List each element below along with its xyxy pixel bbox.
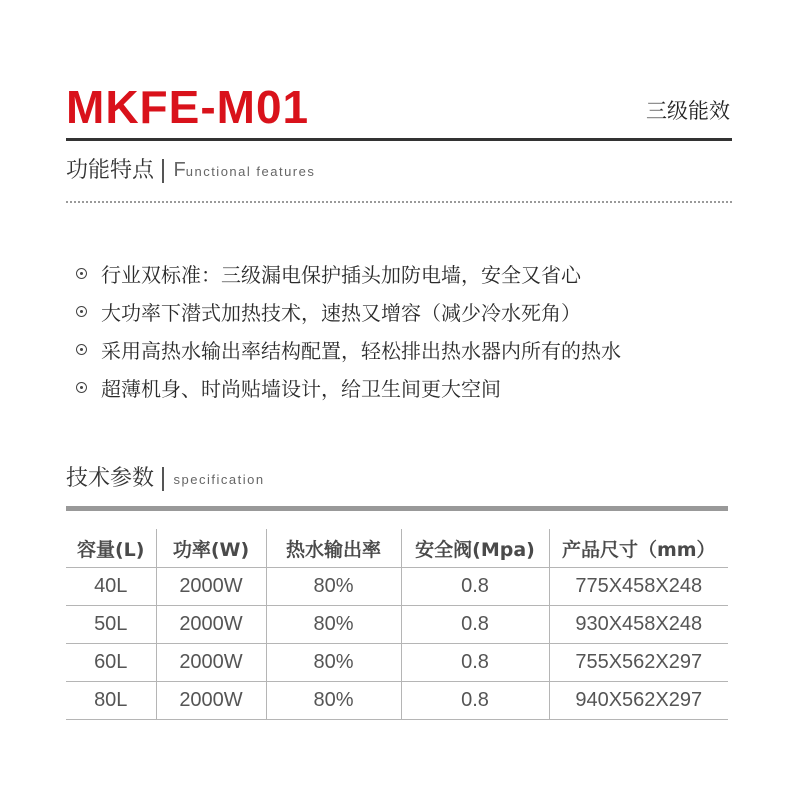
circle-dot-icon [76, 382, 87, 393]
features-title-cn: 功能特点 [66, 158, 155, 183]
table-cell: 80L [66, 682, 156, 720]
feature-text: 行业双标准：三级漏电保护插头加防电墙，安全又省心 [101, 262, 581, 287]
list-item [76, 330, 621, 368]
column-header-dimensions: 产品尺寸（mm） [549, 529, 728, 568]
specs-divider [66, 506, 728, 511]
feature-list [76, 254, 621, 406]
header-divider [66, 138, 732, 141]
table-row [66, 606, 728, 644]
column-header-safety-valve: 安全阀(Mpa) [401, 529, 549, 568]
table-cell: 80% [266, 644, 401, 682]
column-header-hot-water-output: 热水输出率 [266, 529, 401, 568]
circle-dot-icon [76, 344, 87, 355]
table-cell: 50L [66, 606, 156, 644]
table-cell: 755X562X297 [549, 644, 728, 682]
list-item [76, 292, 621, 330]
table-cell: 940X562X297 [549, 682, 728, 720]
feature-text: 超薄机身、时尚贴墙设计，给卫生间更大空间 [101, 376, 501, 401]
table-row [66, 682, 728, 720]
features-title-en-rest: unctional features [185, 164, 316, 179]
table-header-row [66, 529, 728, 568]
specs-heading [66, 464, 265, 494]
heading-separator [162, 467, 164, 491]
energy-grade-label: 三级能效 [646, 99, 730, 123]
table-cell: 775X458X248 [549, 568, 728, 606]
table-cell: 60L [66, 644, 156, 682]
table-cell: 80% [266, 682, 401, 720]
features-title-en [174, 160, 316, 182]
heading-separator [162, 159, 164, 183]
spec-table [66, 529, 728, 720]
table-row [66, 568, 728, 606]
circle-dot-icon [76, 268, 87, 279]
circle-dot-icon [76, 306, 87, 317]
table-cell: 930X458X248 [549, 606, 728, 644]
table-cell: 0.8 [401, 606, 549, 644]
feature-text: 采用高热水输出率结构配置，轻松排出热水器内所有的热水 [101, 338, 621, 363]
specs-title-en: specification [173, 472, 265, 487]
column-header-capacity: 容量(L) [66, 529, 156, 568]
features-heading [66, 156, 315, 186]
table-row [66, 644, 728, 682]
feature-text: 大功率下潜式加热技术，速热又增容（减少冷水死角） [101, 300, 581, 325]
list-item [76, 254, 621, 292]
column-header-power: 功率(W) [156, 529, 266, 568]
table-cell: 2000W [156, 682, 266, 720]
features-title-en-initial: F [173, 159, 186, 181]
table-cell: 2000W [156, 644, 266, 682]
table-cell: 0.8 [401, 644, 549, 682]
features-dotted-divider [66, 201, 732, 203]
model-title: MKFE-M01 [66, 81, 310, 133]
table-cell: 2000W [156, 606, 266, 644]
specs-title-cn: 技术参数 [66, 466, 155, 491]
table-cell: 80% [266, 568, 401, 606]
table-cell: 0.8 [401, 568, 549, 606]
list-item [76, 368, 621, 406]
table-cell: 40L [66, 568, 156, 606]
table-cell: 2000W [156, 568, 266, 606]
table-cell: 80% [266, 606, 401, 644]
table-cell: 0.8 [401, 682, 549, 720]
